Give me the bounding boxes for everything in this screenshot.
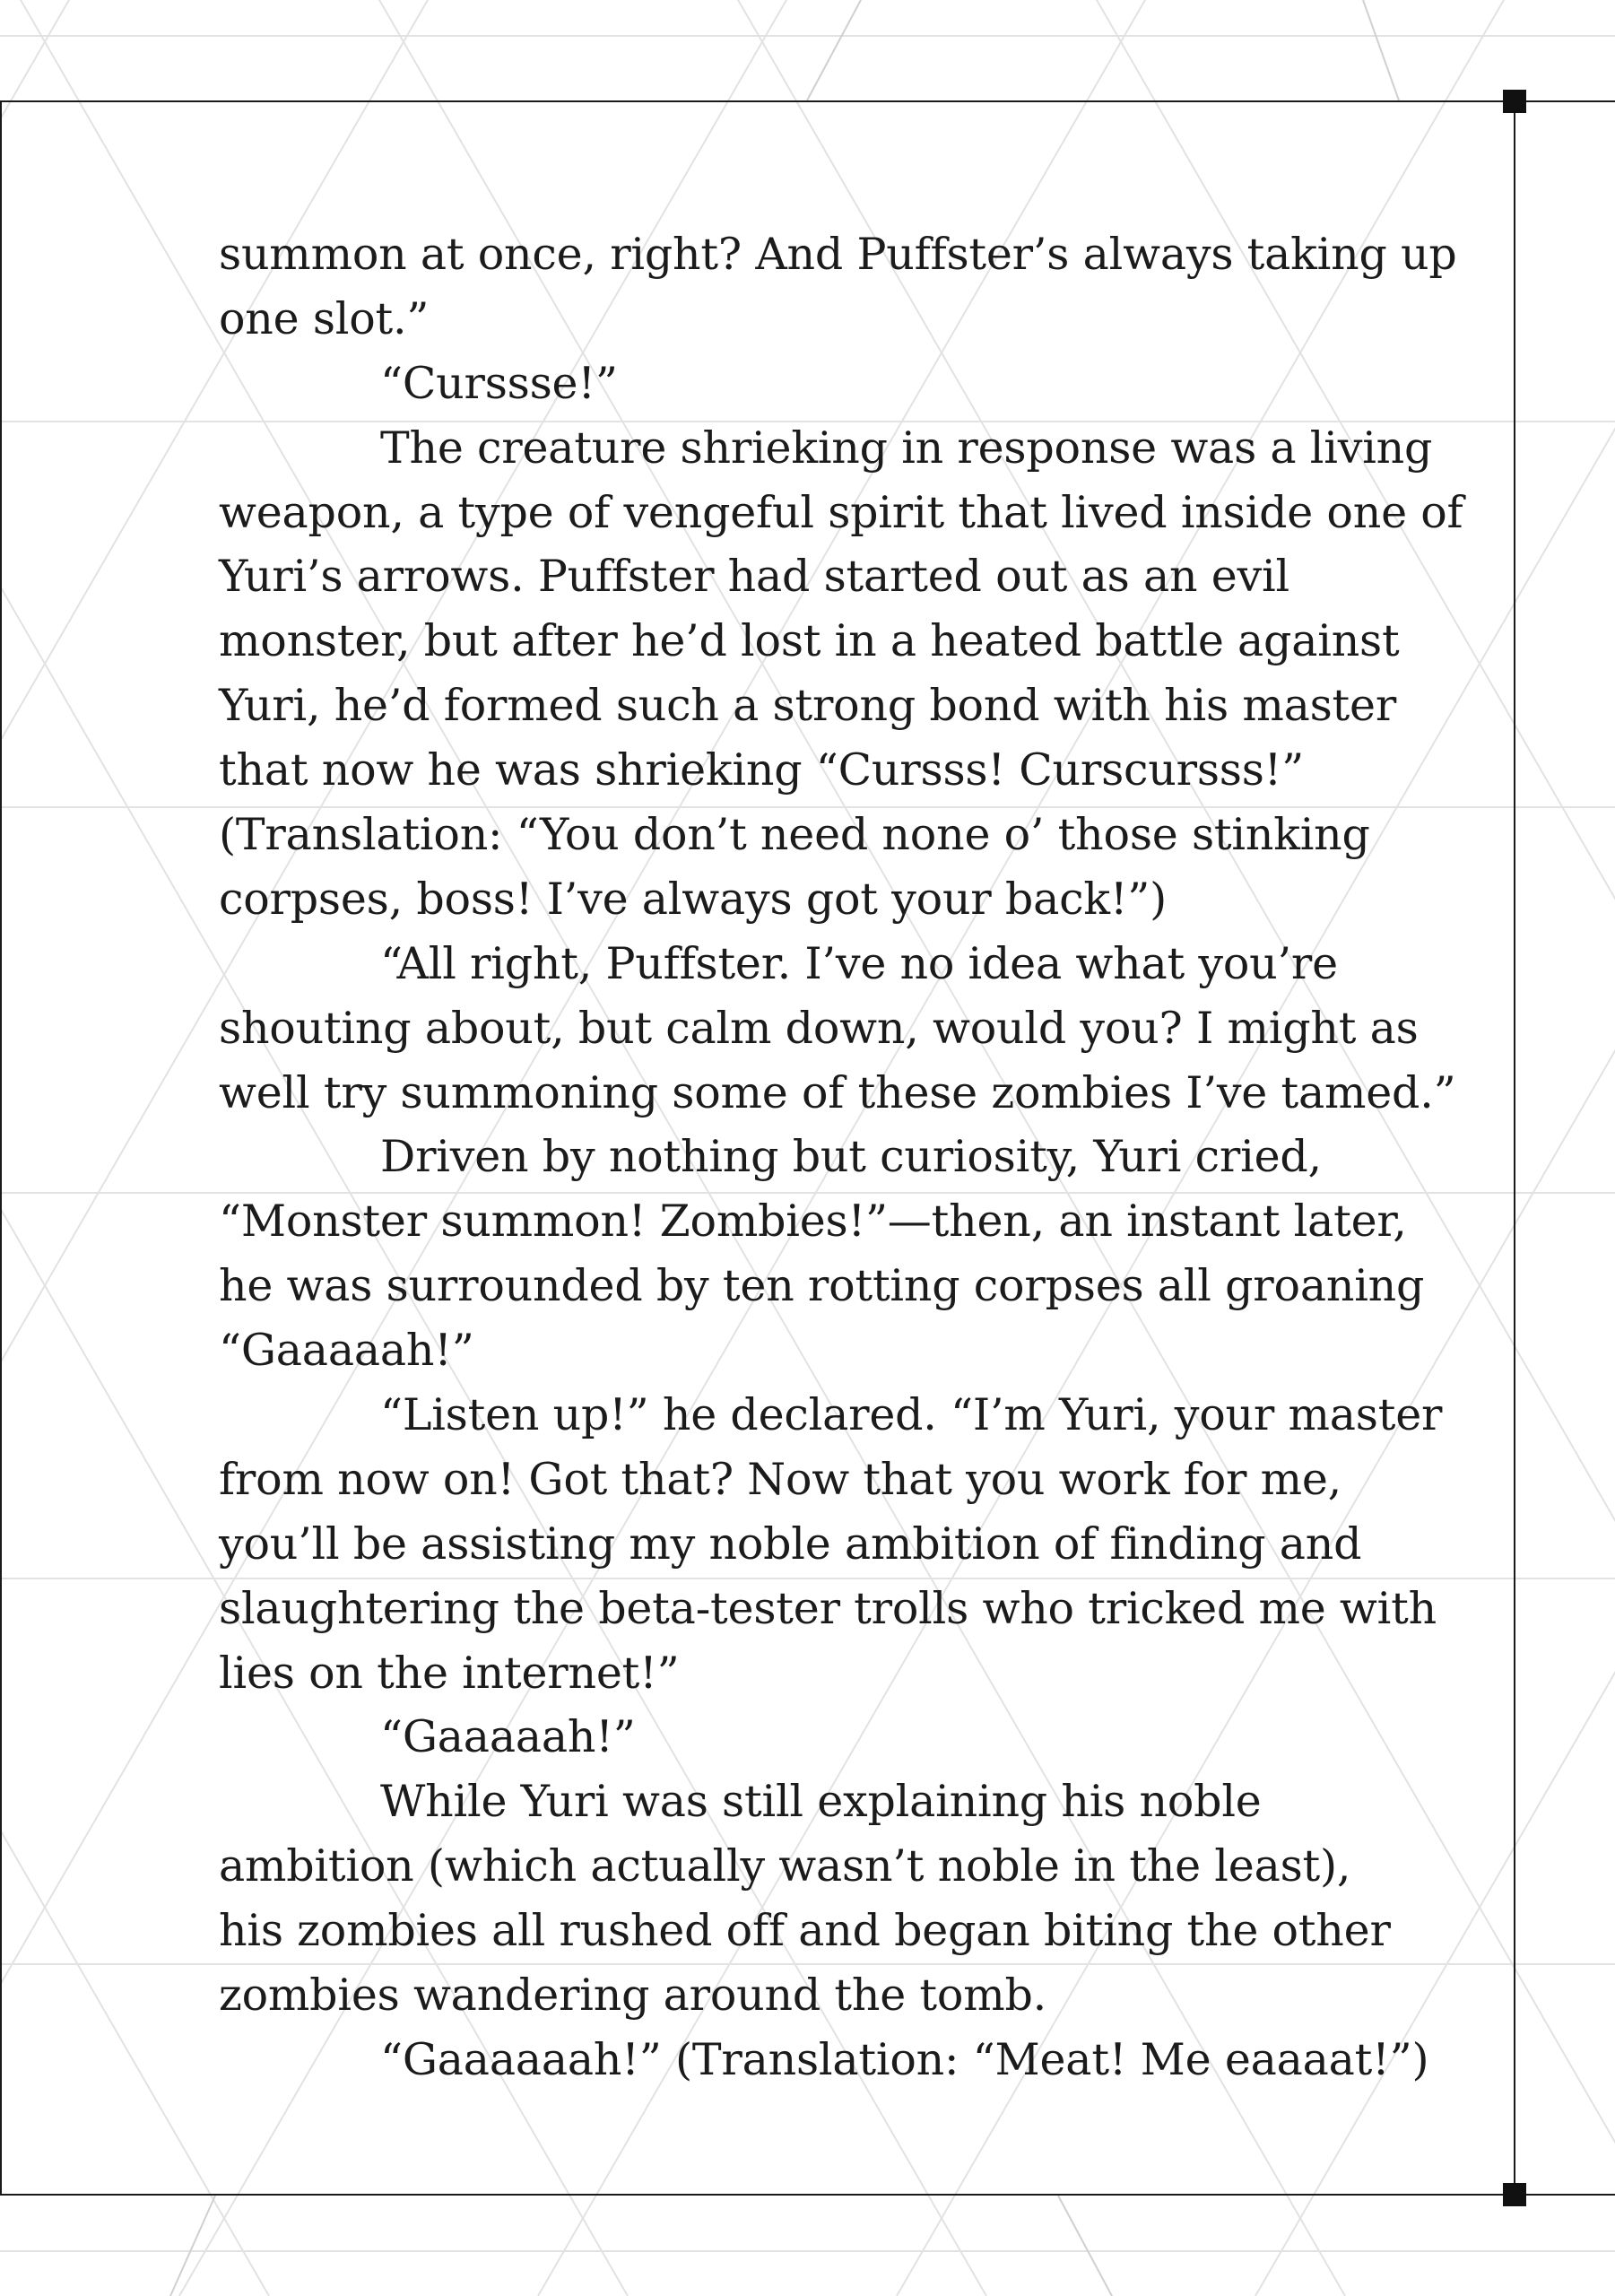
text-line: lies on the internet!” [219, 1647, 680, 1699]
text-line: Yuri, he’d formed such a strong bond with his master [219, 680, 1397, 732]
text-line: weapon, a type of vengeful spirit that lived inside one of [219, 486, 1463, 538]
text-line: “Listen up!” he declared. “I’m Yuri, your master [380, 1389, 1443, 1441]
text-line: (Translation: “You don’t need none o’ those stinking [219, 809, 1370, 861]
text-line: monster, but after he’d lost in a heated battle against [219, 615, 1400, 667]
text-line: “Curssse!” [380, 357, 618, 409]
corner-marker-bottom [1503, 2183, 1526, 2206]
text-line: “Gaaaaah!” [219, 1325, 474, 1377]
text-line: “Gaaaaah!” [380, 1711, 636, 1763]
text-line: well try summoning some of these zombies I’ve tamed.” [219, 1066, 1456, 1118]
text-line: slaughtering the beta-tester trolls who tricked me with [219, 1582, 1437, 1634]
page-body-text [219, 222, 1474, 2092]
text-line: “Monster summon! Zombies!”—then, an instant later, [219, 1196, 1407, 1248]
text-line: shouting about, but calm down, would you? I might as [219, 1002, 1419, 1054]
text-line: Driven by nothing but curiosity, Yuri cried, [380, 1131, 1322, 1183]
text-line: summon at once, right? And Puffster’s always taking up [219, 229, 1457, 280]
text-line: that now he was shrieking “Cursss! Curscursss!” [219, 744, 1305, 796]
text-line: he was surrounded by ten rotting corpses all groaning [219, 1260, 1425, 1312]
text-line: his zombies all rushed off and began biting the other [219, 1905, 1391, 1957]
text-line: Yuri’s arrows. Puffster had started out as an evil [219, 551, 1289, 603]
text-line: ambition (which actually wasn’t noble in the least), [219, 1840, 1351, 1892]
text-line: from now on! Got that? Now that you work for me, [219, 1453, 1342, 1505]
text-line: you’ll be assisting my noble ambition of finding and [219, 1518, 1362, 1570]
text-line: “Gaaaaaah!” (Translation: “Meat! Me eaaaat!”) [380, 2033, 1429, 2085]
frame-top-rule [0, 100, 1615, 102]
frame-right-rule [1514, 100, 1515, 2196]
text-line: one slot.” [219, 292, 430, 344]
text-line: “All right, Puffster. I’ve no idea what you’re [380, 937, 1338, 989]
text-line: corpses, boss! I’ve always got your back!”) [219, 873, 1168, 925]
corner-marker-top [1503, 90, 1526, 113]
text-line: zombies wandering around the tomb. [219, 1970, 1047, 2022]
text-line: While Yuri was still explaining his noble [380, 1776, 1262, 1828]
text-line: The creature shrieking in response was a living [380, 422, 1433, 474]
frame-bottom-rule [0, 2194, 1615, 2196]
frame-left-rule [0, 100, 2, 2196]
